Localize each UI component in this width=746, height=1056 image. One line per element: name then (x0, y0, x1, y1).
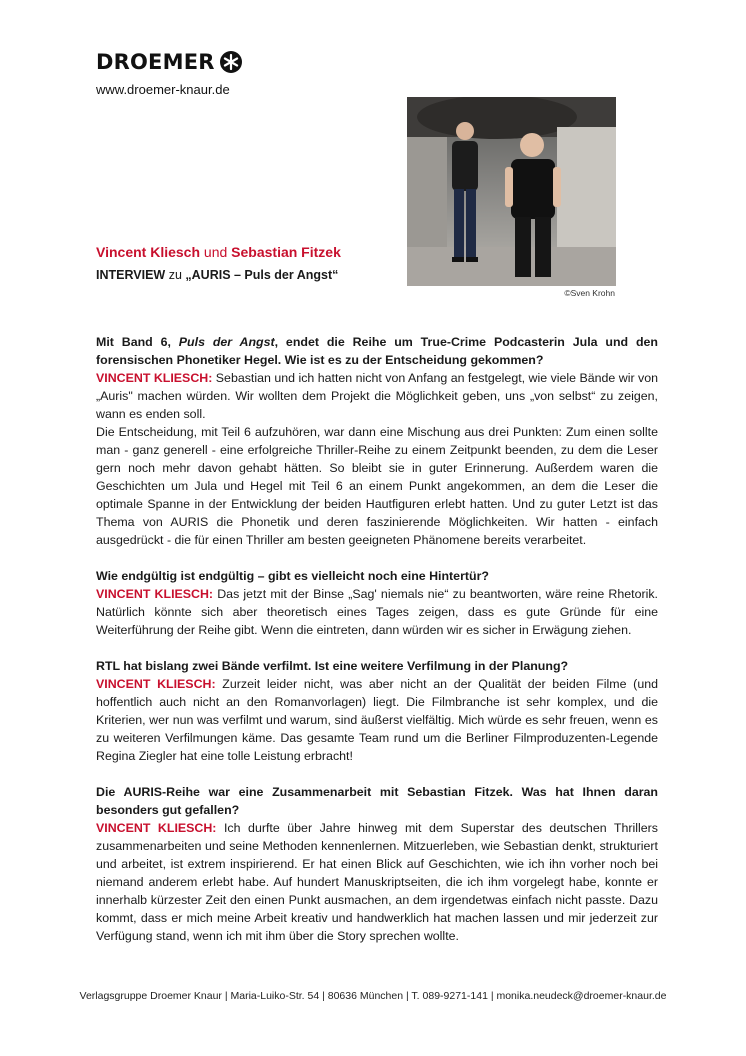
logo-text: DROEMER (96, 50, 215, 74)
question-4: Die AURIS-Reihe war eine Zusammenarbeit mit Sebastian Fitzek. Was hat Ihnen daran besonders gut gefallen? (96, 785, 658, 817)
interview-subtitle (96, 268, 338, 282)
interview-body (96, 333, 658, 945)
answer-3: VINCENT KLIESCH: Zurzeit leider nicht, was aber nicht an der Qualität der beiden Filme (und hoffentlich auch nicht an den Romanvorlagen) liegt. Die Filmbranche ist sehr komplex, und die Kriterien, wer nun was verfilmt und warum, sind äußerst vielfältig. Mich würde es sehr freuen, wenn es zu weiteren Verfilmungen käme. Das gesamte Team rund um die Berliner Filmproduzenten-Legende Regina Ziegler hat eine tolle Leistung erbracht! (96, 677, 658, 763)
name-vincent: Vincent Kliesch (96, 244, 201, 260)
website-url: www.droemer-knaur.de (96, 82, 230, 97)
question-3: RTL hat bislang zwei Bände verfilmt. Ist eine weitere Verfilmung in der Planung? (96, 659, 569, 673)
names-connector: und (200, 244, 232, 260)
question-2: Wie endgültig ist endgültig – gibt es vielleicht noch eine Hintertür? (96, 569, 489, 583)
photo-credit: ©Sven Krohn (564, 288, 615, 298)
book-title: Puls der Angst (178, 335, 275, 349)
publisher-logo (96, 50, 243, 74)
speaker-label: VINCENT KLIESCH: (96, 371, 213, 385)
name-sebastian: Sebastian Fitzek (231, 244, 341, 260)
speaker-label: VINCENT KLIESCH: (96, 587, 214, 601)
subtitle-connector: zu (165, 268, 186, 282)
question-1: Mit Band 6, Puls der Angst, endet die Reihe um True-Crime Podcasterin Jula und den forensischen Phonetiker Hegel. Wie ist es zu der Entscheidung gekommen? (96, 335, 658, 367)
subtitle-book: „AURIS – Puls der Angst“ (185, 268, 339, 282)
subtitle-label: INTERVIEW (96, 268, 166, 282)
answer-2: VINCENT KLIESCH: Das jetzt mit der Binse „Sag' niemals nie“ zu beantworten, wäre reine Rhetorik. Natürlich könnte sich aber theoretisch eines Tages zeigen, dass es gute Gründe für eine Weiterführung der Reihe gibt. Wenn die eintreten, dann würden wir es sicher in Erwägung ziehen. (96, 587, 658, 637)
answer-1-continued: Die Entscheidung, mit Teil 6 aufzuhören, war dann eine Mischung aus drei Punkten: Zum einen sollte man - ganz generell - eine erfolgreiche Thriller-Reihe zu einem Zeitpunkt beenden, zu dem die Leser gern noch mehr davon gehabt hätten. So bleibt sie in guter Erinnerung. Außerdem waren die Geschichten um Jula und Hegel mit Teil 6 an einem Punkt angekommen, an dem die Leser die optimale Spanne in der Entwicklung der beiden Hautfiguren erlebt hatten. Und zu guter Letzt ist das Thema von AURIS die Phonetik und deren faszinierende Möglichkeiten. Wir hatten - einfach ausgedrückt - die für einen Thriller am besten geeigneten Phänomene bereits verarbeitet. (96, 425, 658, 547)
answer-1: VINCENT KLIESCH: Sebastian und ich hatten nicht von Anfang an festgelegt, wie viele Bände wir von „Auris" machen würden. Wir wollten dem Projekt die Möglichkeit geben, uns „von selbst“ zu zeigen, wann es enden soll. (96, 371, 659, 421)
star-circle-icon (219, 50, 243, 74)
interview-names (96, 244, 341, 260)
answer-4: VINCENT KLIESCH: Ich durfte über Jahre hinweg mit dem Superstar des deutschen Thrillers zusammenarbeiten und seine Methoden kennenlernen. Mitzuerleben, wie Sebastian denkt, strukturiert und arbeitet, ist extrem inspirierend. Er hat einen Blick auf Geschichten, wie ich ihn vorher noch bei niemand anderem erlebt habe. Auf hundert Manuskriptseiten, die ich ihm vorgelegt habe, konnte er innerhalb kürzester Zeit den einen Punkt ausmachen, an dem irgendetwas einfach nicht passte. Dazu kommt, dass er mich meine Arbeit kreativ und handwerklich hat machen lassen und mir jederzeit zur Verfügung stand, wenn ich mit ihm über die Story sprechen wollte. (96, 821, 658, 943)
author-photo (407, 97, 616, 286)
speaker-label: VINCENT KLIESCH: (96, 677, 216, 691)
footer-contact: Verlagsgruppe Droemer Knaur | Maria-Luiko-Str. 54 | 80636 München | T. 089-9271-141 | monika.neudeck@droemer-knaur.de (79, 990, 667, 1002)
speaker-label: VINCENT KLIESCH: (96, 821, 217, 835)
